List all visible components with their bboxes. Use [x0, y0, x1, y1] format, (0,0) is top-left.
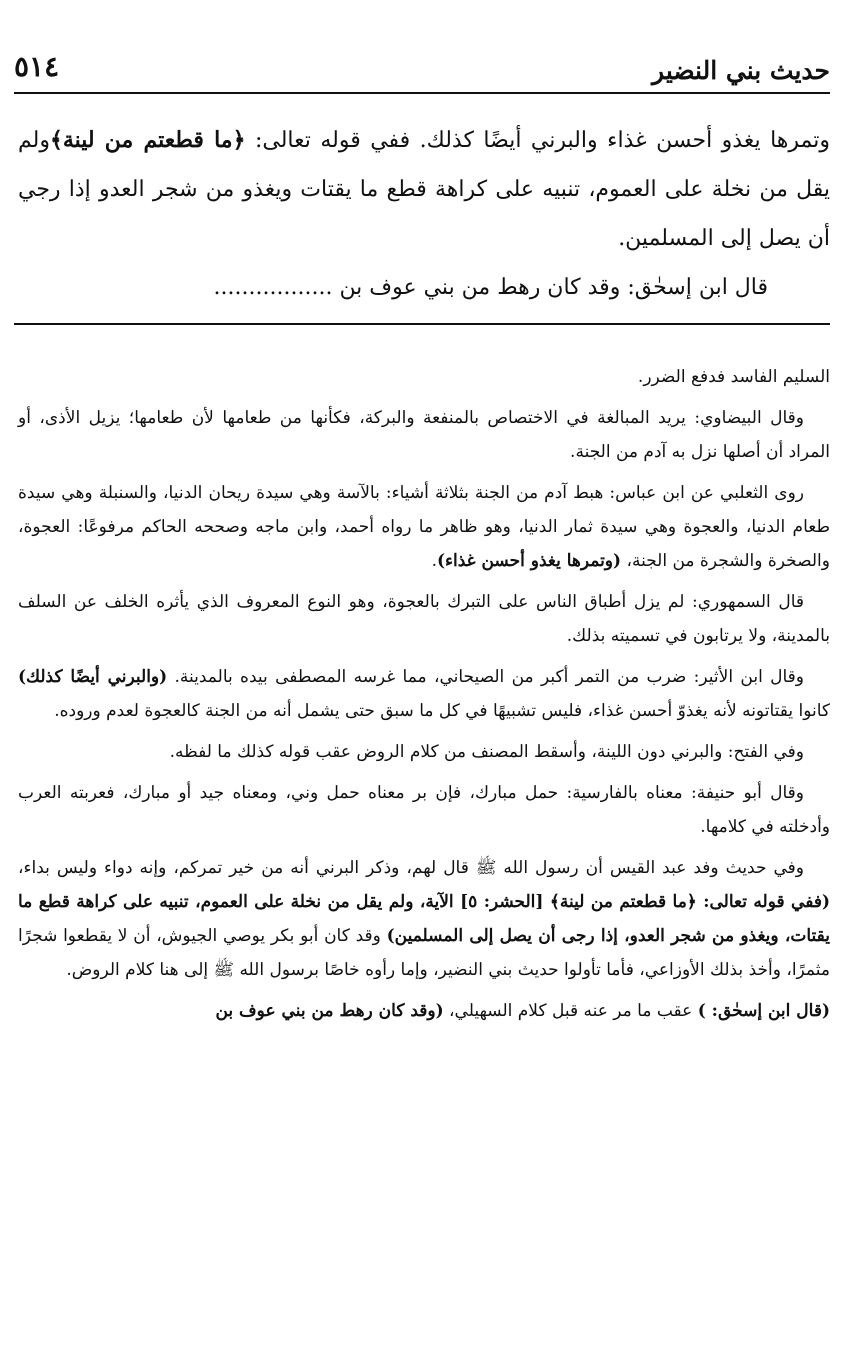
note-6: وفي الفتح: والبرني دون اللينة، وأسقط المصنف من كلام الروض عقب قوله كذلك ما لفظه.: [169, 742, 804, 762]
note-8-lemma: (ففي قوله تعالى: ﴿ما قطعتم من لينة﴾ [الحشر: ٥] الآية، ولم يقل من نخلة على العموم، تنبيه على كراهة قطع ما يقتات، ويغذو من شجر العدو، إذا رجى أن يصل إلى المسلمين): [18, 892, 830, 946]
note-5-lemma: (والبرني أيضًا كذلك): [18, 667, 168, 687]
note-9-text-b: عقب ما مر عنه قبل كلام السهيلي،: [443, 1001, 698, 1021]
note-9: [18, 994, 830, 1028]
note-1: السليم الفاسد فدفع الضرر.: [637, 367, 830, 387]
note-4: قال السمهوري: لم يزل أطباق الناس على التبرك بالعجوة، وهو النوع المعروف الذي يأثره الخلف عن السلف بالمدينة، ولا يرتابون في تسميته بذلك.: [18, 592, 830, 646]
main-p1-text-a: وتمرها يغذو أحسن غذاء والبرني أيضًا كذلك. ففي قوله تعالى:: [245, 128, 830, 153]
note-3-text-c: .: [431, 551, 437, 571]
main-text: [18, 116, 830, 312]
page-header: [14, 48, 830, 92]
note-5: [18, 660, 830, 728]
note-5-text-a: وقال ابن الأثير: ضرب من التمر أكبر من الصيحاني، مما غرسه المصطفى بيده بالمدينة.: [167, 667, 804, 687]
note-8-text-a: وفي حديث وفد عبد القيس أن رسول الله ﷺ قال لهم، وذكر البرني أنه من خير تمركم، وإنه دواء وليس بداء،: [18, 858, 804, 878]
note-8-text-c: وقد كان أبو بكر يوصي الجيوش، أن لا يقطعوا شجرًا مثمرًا، وأخذ بذلك الأوزاعي، فأما تأولوا حديث بني النضير، وإما رأوه خاصًا برسول الله ﷺ إلى هنا كلام الروض.: [18, 926, 830, 980]
main-paragraph-2: [18, 263, 830, 312]
main-paragraph-1: [18, 116, 830, 263]
main-p1-text-b: ولم يقل من نخلة على العموم، تنبيه على كراهة قطع ما يقتات ويغذو من شجر العدو إذا رجي أن يصل إلى المسلمين.: [18, 128, 830, 251]
note-5-text-c: كانوا يقتاتونه لأنه يغذوّ أحسن غذاء، فليس تشبيهًا في كل ما سبق حتى يشمل أنه من الجنة كالعجوة لعدم وروده.: [54, 701, 830, 721]
note-2: وقال البيضاوي: يريد المبالغة في الاختصاص بالمنفعة والبركة، فكأنها من طعامها لأن طعامها؛ يزيل الأذى، أو المراد أن أصلها نزل به آدم من الجنة.: [18, 408, 830, 462]
note-3-lemma: (وتمرها يغذو أحسن غذاء): [436, 551, 622, 571]
footnote-rule: [14, 323, 830, 325]
header-rule: [14, 92, 830, 94]
note-9-lemma-2: (وقد كان رهط من بني عوف بن: [215, 1001, 444, 1021]
continuation-dots: .................: [213, 275, 340, 300]
note-7: وقال أبو حنيفة: معناه بالفارسية: حمل مبارك، فإن بر معناه حمل وني، ومعناه جيد أو مبارك، فعربته العرب وأدخلته في كلامها.: [18, 783, 830, 837]
page-number: ٥١٤: [14, 50, 60, 83]
note-8: [18, 851, 830, 987]
commentary: [18, 360, 830, 1035]
note-9-lemma-1: (قال ابن إسحٰق: ): [697, 1001, 830, 1021]
running-title: حديث بني النضير: [652, 56, 830, 85]
quran-quote: ﴿ما قطعتم من لينة﴾: [49, 127, 246, 153]
main-p2-text: قال ابن إسحٰق: وقد كان رهط من بني عوف بن: [339, 275, 768, 300]
note-3-text-a: روى الثعلبي عن ابن عباس: هبط آدم من الجنة بثلاثة أشياء: بالآسة وهي سيدة ريحان الدنيا، والسنبلة وهي سيدة طعام الدنيا، والعجوة وهي سيدة ثمار الدنيا، وهو ظاهر ما رواه أحمد، وابن ماجه وصححه الحاكم مرفوعًا: العجوة، والصخرة والشجرة من الجنة،: [18, 483, 830, 571]
note-3: [18, 476, 830, 578]
